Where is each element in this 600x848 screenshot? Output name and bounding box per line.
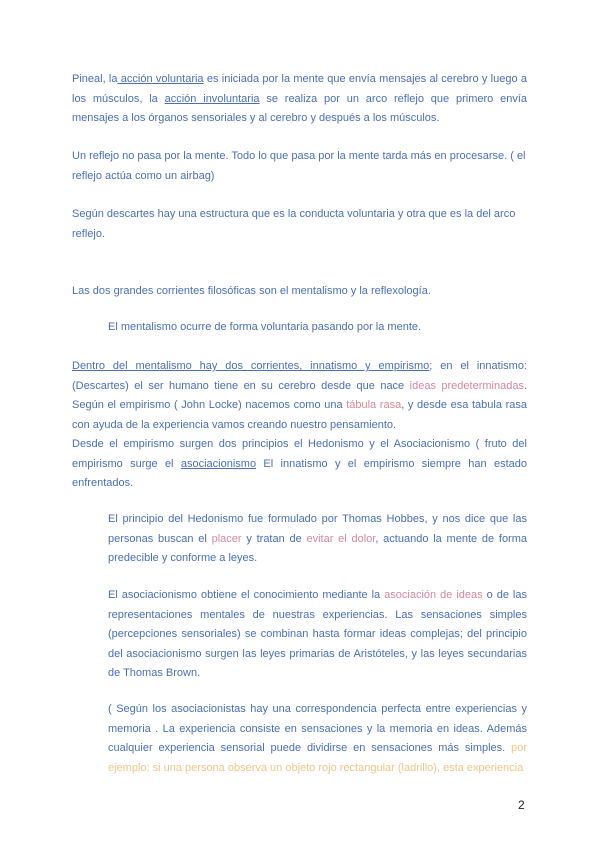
text-segment: y tratan de: [241, 532, 307, 545]
text-segment: El asociacionismo obtiene el conocimiento mediante la: [108, 589, 385, 601]
term-voluntary-action: acción voluntaria: [117, 73, 204, 85]
highlight-example: por ejemplo: si una persona observa un objeto rojo rectangular (ladrillo), esta experiencia: [108, 742, 527, 774]
text-segment: es iniciada por la mente que envía mensajes al cerebro y luego a los músculos, la: [72, 73, 527, 105]
paragraph-hedonism: [108, 510, 527, 569]
text-segment: ( Según los asociacionistas hay una correspondencia perfecta entre experiencias y memoria . La experiencia consiste en sensaciones y la memoria en ideas. Además cualquier experiencia sensorial puede dividirse en sensaciones más simples.: [108, 703, 527, 754]
text-segment: , actuando la mente de forma predecible y conforme a leyes.: [108, 532, 527, 564]
text-segment: , y desde esa tabula rasa con ayuda de la experiencia vamos creando nuestro pensamiento.: [72, 399, 527, 431]
paragraph-currents: Las dos grandes corrientes filosóficas son el mentalismo y la reflexología.: [72, 285, 431, 297]
highlight-tabula-rasa: tábula rasa: [346, 399, 402, 411]
text-segment: . Según el empirismo ( John Locke) nacemos como una: [72, 379, 528, 411]
highlight-pleasure: placer: [211, 532, 242, 545]
text-segment: se realiza por un arco reflejo que primero envía mensajes a los órganos sensoriales y al cerebro y después a los músculos.: [72, 92, 527, 124]
term-mentalism-currents: Dentro del mentalismo hay dos corrientes, innatismo y empirismo: [72, 360, 430, 372]
text-segment: El innatismo y el empirismo siempre han estado enfrentados.: [72, 457, 527, 489]
page-number: 2: [518, 798, 525, 812]
paragraph-associationists: [108, 700, 527, 778]
term-associationism: asociacionismo: [180, 457, 257, 470]
paragraph-associationism: [108, 586, 527, 684]
paragraph-reflex: Un reflejo no pasa por la mente. Todo lo que pasa por la mente tarda más en procesarse. ( el reflejo actúa como un airbag): [72, 150, 526, 182]
text-segment: Desde el empirismo surgen dos principios el Hedonismo y el Asociacionismo ( fruto del empirismo surge el: [72, 438, 527, 470]
paragraph-descartes: Según descartes hay una estructura que es la conducta voluntaria y otra que es la del arco reflejo.: [72, 208, 516, 240]
paragraph-innatism-empiricism: [72, 357, 527, 494]
text-segment: Pineal, la: [72, 73, 118, 85]
paragraph-voluntary-action: [72, 70, 527, 129]
term-involuntary-action: acción involuntaria: [164, 92, 260, 105]
text-segment: o de las representaciones mentales de nuestras experiencias. Las sensaciones simples (percepciones sensoriales) se combinan hasta formar ideas complejas; del principio del asociacionismo surgen las leyes primarias de Aristóteles, y las leyes secundarias de Thomas Brown.: [108, 589, 527, 679]
highlight-association-of-ideas: asociación de ideas: [384, 589, 483, 601]
highlight-predetermined-ideas: ideas predeterminadas: [409, 379, 524, 392]
paragraph-mentalism: El mentalismo ocurre de forma voluntaria pasando por la mente.: [108, 321, 422, 333]
highlight-avoid-pain: evitar el dolor: [306, 532, 376, 545]
text-segment: El principio del Hedonismo fue formulado por Thomas Hobbes, y nos dice que las personas buscan el: [108, 513, 527, 545]
text-segment: ; en el innatismo: (Descartes) el ser humano tiene en su cerebro desde que nace: [72, 360, 527, 392]
